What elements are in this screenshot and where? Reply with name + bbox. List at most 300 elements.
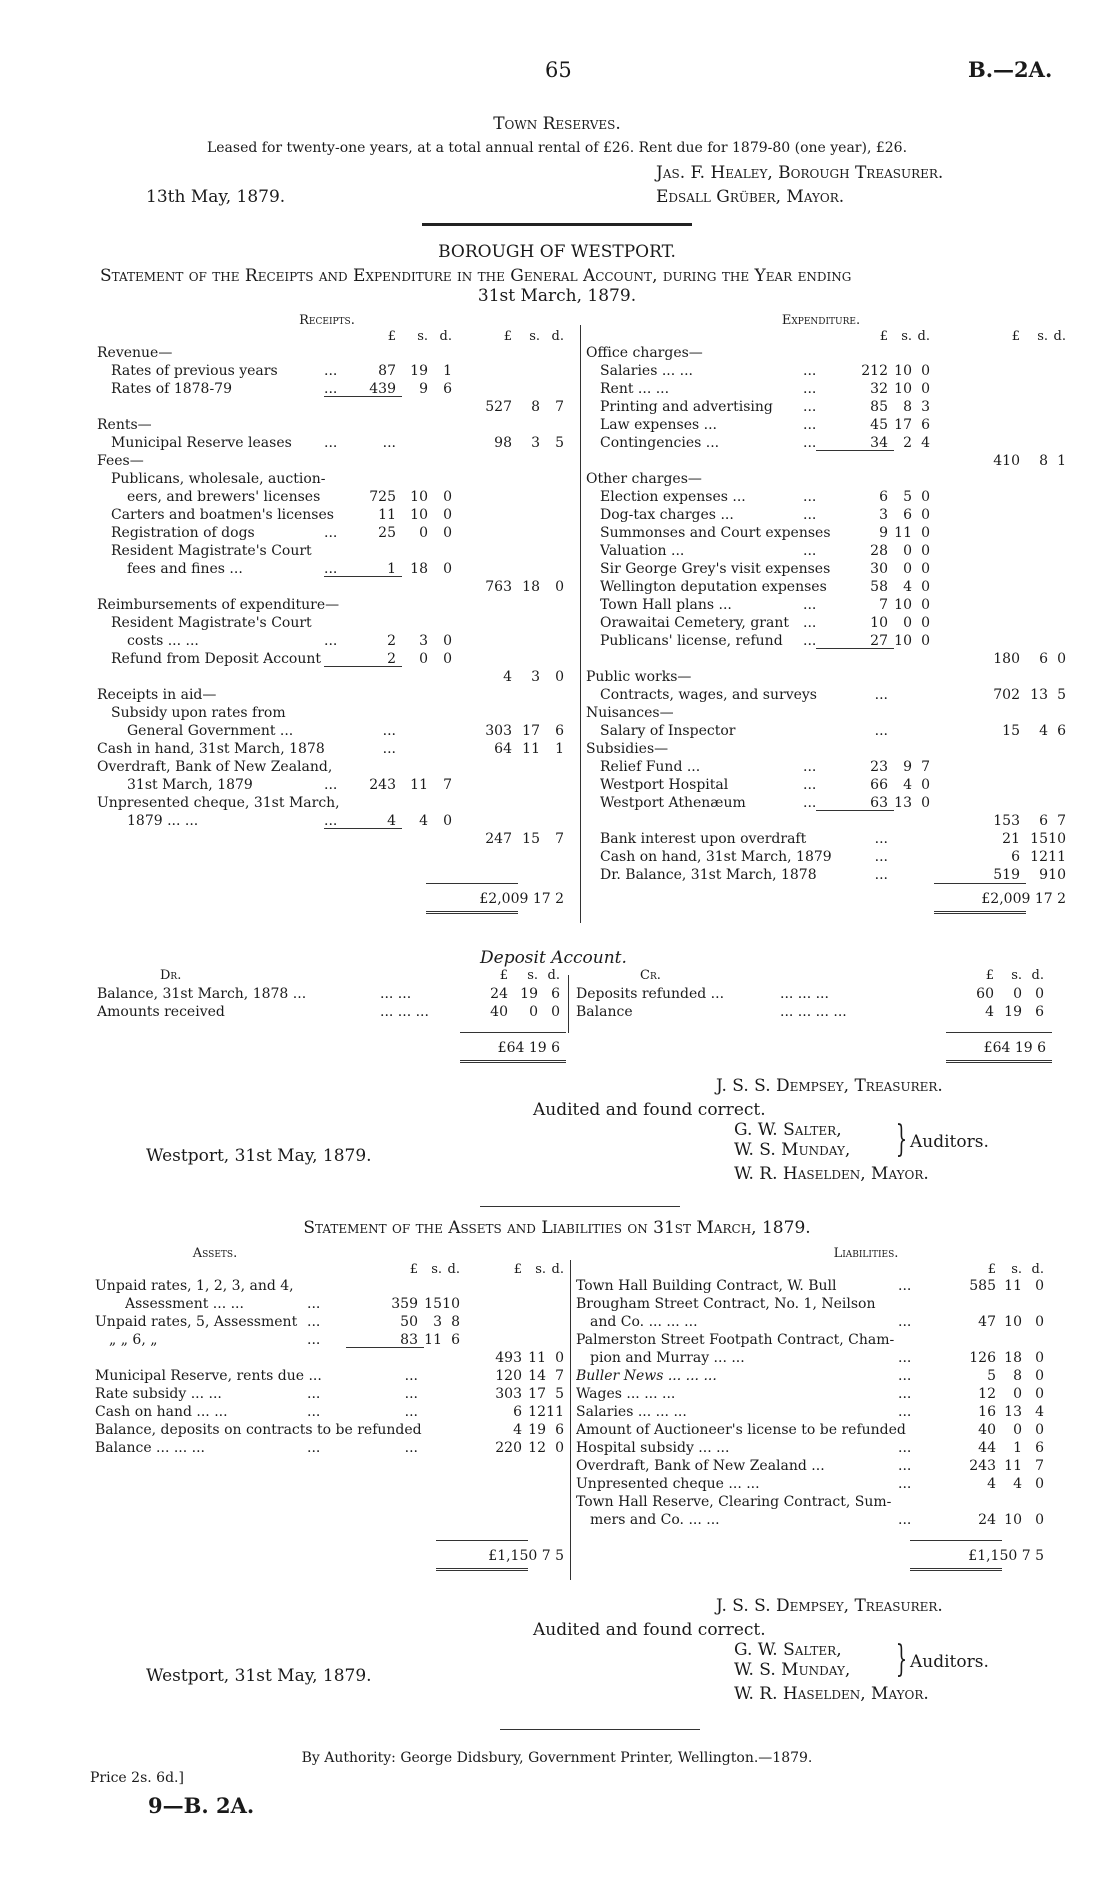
amount-placeholder: ...	[874, 867, 888, 883]
grand-total: £1,150 7 5	[968, 1548, 1044, 1564]
amount-shillings: 19	[528, 1422, 546, 1438]
amount-pence: 7	[921, 759, 930, 775]
amount-shillings: 3	[531, 435, 540, 451]
amount-pounds: 303	[485, 723, 512, 739]
amount-pounds: 12	[978, 1386, 996, 1402]
amount-pence: 7	[555, 1368, 564, 1384]
column-header-s: s.	[1011, 968, 1022, 983]
amount-pence: 0	[555, 669, 564, 685]
row-label: Printing and advertising	[600, 399, 773, 415]
audit-place-date: Westport, 31st May, 1879.	[146, 1666, 372, 1686]
amount-shillings: 12	[528, 1404, 546, 1420]
leader-dots: ...	[307, 1440, 321, 1456]
amount-pence: 0	[443, 489, 452, 505]
row-label: Rates of previous years	[111, 363, 278, 379]
amount-pounds: 439	[369, 381, 396, 397]
mayor-signature: W. R. Haselden, Mayor.	[734, 1164, 929, 1184]
amount-pounds: 153	[993, 813, 1020, 829]
leader-dots: ... ... ...	[780, 986, 829, 1002]
row-label: Unpresented cheque ... ...	[576, 1476, 760, 1492]
amount-pounds: 4	[387, 813, 396, 829]
amount-shillings: 0	[529, 1004, 538, 1020]
page-number: 65	[545, 58, 572, 82]
row-label: and Co. ... ... ...	[590, 1314, 698, 1330]
row-label: Palmerston Street Footpath Contract, Cham-	[576, 1332, 895, 1348]
row-label: Salaries ... ...	[600, 363, 694, 379]
row-label: Town Hall plans ...	[600, 597, 732, 613]
amount-pounds: 23	[870, 759, 888, 775]
column-header-s: s.	[535, 1262, 546, 1277]
amount-shillings: 1	[1013, 1440, 1022, 1456]
leader-dots: ...	[307, 1332, 321, 1348]
amount-shillings: 6	[1039, 651, 1048, 667]
amount-pounds: 359	[391, 1296, 418, 1312]
amount-pence: 1	[555, 741, 564, 757]
amount-pounds: 44	[978, 1440, 996, 1456]
row-label: Contracts, wages, and surveys	[600, 687, 817, 703]
document-reference: B.—2A.	[968, 57, 1053, 82]
amount-pence: 0	[551, 1004, 560, 1020]
auditors-label: Auditors.	[910, 1132, 989, 1152]
subtotal-rule	[816, 810, 894, 811]
leader-dots: ...	[307, 1314, 321, 1330]
row-label: General Government ...	[127, 723, 294, 739]
amount-pounds: 4	[987, 1476, 996, 1492]
amount-pounds: 527	[485, 399, 512, 415]
treasurer-signature: Jas. F. Healey, Borough Treasurer.	[656, 163, 944, 183]
row-label: Dog-tax charges ...	[600, 507, 734, 523]
amount-shillings: 13	[894, 795, 912, 811]
amount-pounds: 702	[993, 687, 1020, 703]
row-label: Wages ... ... ...	[576, 1386, 676, 1402]
amount-pounds: 6	[1011, 849, 1020, 865]
amount-pence: 8	[451, 1314, 460, 1330]
column-header-d: d.	[917, 329, 930, 344]
amount-shillings: 19	[1004, 1004, 1022, 1020]
total-double-rule	[436, 1568, 528, 1571]
amount-pounds: 303	[495, 1386, 522, 1402]
leader-dots: ...	[898, 1476, 912, 1492]
amount-pence: 6	[451, 1332, 460, 1348]
leader-dots: ...	[324, 363, 338, 379]
amount-pence: 0	[1057, 651, 1066, 667]
amount-pounds: 21	[1002, 831, 1020, 847]
amount-pounds: 6	[513, 1404, 522, 1420]
column-header-s: s.	[527, 968, 538, 983]
amount-pence: 0	[1035, 986, 1044, 1002]
column-header-£: £	[409, 1262, 418, 1277]
auditor-2: W. S. Munday,	[734, 1140, 851, 1160]
amount-pounds: 45	[870, 417, 888, 433]
treasurer-signature: J. S. S. Dempsey, Treasurer.	[716, 1076, 943, 1096]
amount-pence: 1	[443, 363, 452, 379]
total-rule	[910, 1540, 1002, 1541]
row-label: pion and Murray ... ...	[590, 1350, 745, 1366]
mayor-signature: W. R. Haselden, Mayor.	[734, 1684, 929, 1704]
amount-pence: 6	[555, 1422, 564, 1438]
amount-shillings: 10	[894, 381, 912, 397]
amount-placeholder: ...	[874, 723, 888, 739]
amount-pence: 7	[443, 777, 452, 793]
amount-pence: 0	[555, 1350, 564, 1366]
grand-total: £1,150 7 5	[488, 1548, 564, 1564]
amount-shillings: 15	[424, 1296, 442, 1312]
amount-shillings: 17	[894, 417, 912, 433]
row-label: Bank interest upon overdraft	[600, 831, 807, 847]
row-label: Subsidies—	[586, 741, 669, 757]
leader-dots: ...	[324, 777, 338, 793]
amount-pounds: 58	[870, 579, 888, 595]
amount-pounds: 2	[387, 633, 396, 649]
amount-pence: 7	[555, 399, 564, 415]
dr-row-label: Amounts received	[97, 1004, 225, 1020]
amount-pounds: 1	[387, 561, 396, 577]
amount-placeholder: ...	[382, 723, 396, 739]
row-label: Municipal Reserve, rents due ...	[95, 1368, 322, 1384]
amount-shillings: 18	[522, 579, 540, 595]
row-label: Overdraft, Bank of New Zealand ...	[576, 1458, 825, 1474]
leader-dots: ...	[307, 1296, 321, 1312]
amount-shillings: 17	[522, 723, 540, 739]
leader-dots: ...	[803, 795, 817, 811]
amount-pence: 4	[921, 435, 930, 451]
row-label: Refund from Deposit Account	[111, 651, 321, 667]
statement-title-line2: 31st March, 1879.	[477, 286, 637, 306]
amount-pence: 6	[1057, 723, 1066, 739]
amount-pence: 0	[1035, 1314, 1044, 1330]
price: Price 2s. 6d.]	[90, 1770, 184, 1786]
leader-dots: ... ...	[380, 986, 412, 1002]
amount-pounds: 83	[400, 1332, 418, 1348]
amount-pence: 0	[1035, 1278, 1044, 1294]
leader-dots: ...	[803, 399, 817, 415]
row-label: Assessment ... ...	[125, 1296, 244, 1312]
subtotal-rule	[346, 1347, 424, 1348]
column-header-£: £	[513, 1262, 522, 1277]
amount-pounds: 85	[870, 399, 888, 415]
leader-dots: ...	[324, 381, 338, 397]
row-label: Hospital subsidy ... ...	[576, 1440, 730, 1456]
row-label: Rent ... ...	[600, 381, 670, 397]
cr-label: Cr.	[640, 968, 661, 983]
row-label: Revenue—	[97, 345, 173, 361]
amount-pence: 0	[443, 633, 452, 649]
row-label: Dr. Balance, 31st March, 1878	[600, 867, 817, 883]
column-header-s: s.	[1037, 329, 1048, 344]
amount-pounds: 27	[870, 633, 888, 649]
amount-pounds: 66	[870, 777, 888, 793]
row-label: Fees—	[97, 453, 144, 469]
amount-pence: 0	[443, 507, 452, 523]
amount-shillings: 11	[1004, 1278, 1022, 1294]
row-label: Wellington deputation expenses	[600, 579, 827, 595]
audited-statement: Audited and found correct.	[533, 1100, 766, 1120]
section-divider	[422, 223, 692, 226]
amount-pence: 0	[921, 615, 930, 631]
amount-pence: 0	[443, 561, 452, 577]
amount-shillings: 10	[1004, 1314, 1022, 1330]
amount-pounds: 60	[976, 986, 994, 1002]
column-header-£: £	[985, 968, 994, 983]
amount-shillings: 5	[903, 489, 912, 505]
row-label: Rate subsidy ... ...	[95, 1386, 222, 1402]
amount-pence: 4	[1035, 1404, 1044, 1420]
row-label: Nuisances—	[586, 705, 674, 721]
amount-pence: 0	[921, 795, 930, 811]
row-label: Receipts in aid—	[97, 687, 217, 703]
leader-dots: ...	[324, 633, 338, 649]
row-label: Town Hall Reserve, Clearing Contract, Sum-	[576, 1494, 892, 1510]
leader-dots: ...	[803, 489, 817, 505]
amount-shillings: 0	[1013, 1422, 1022, 1438]
amount-pounds: 24	[490, 986, 508, 1002]
amount-pence: 6	[443, 381, 452, 397]
amount-shillings: 4	[903, 579, 912, 595]
amount-pounds: 24	[978, 1512, 996, 1528]
amount-shillings: 9	[419, 381, 428, 397]
section-divider	[480, 1206, 680, 1207]
row-label: eers, and brewers' licenses	[127, 489, 321, 505]
dr-total: £64 19 6	[497, 1040, 560, 1056]
leader-dots: ...	[324, 813, 338, 829]
amount-shillings: 0	[419, 525, 428, 541]
amount-pence: 3	[921, 399, 930, 415]
amount-shillings: 0	[903, 543, 912, 559]
leader-dots: ...	[307, 1386, 321, 1402]
amount-pounds: 10	[870, 615, 888, 631]
amount-shillings: 4	[1013, 1476, 1022, 1492]
amount-pence: 5	[1057, 687, 1066, 703]
leader-dots: ...	[898, 1440, 912, 1456]
amount-shillings: 0	[1013, 986, 1022, 1002]
amount-shillings: 3	[433, 1314, 442, 1330]
leader-dots: ...	[898, 1512, 912, 1528]
brace-icon: }	[895, 1119, 908, 1160]
leader-dots: ...	[803, 381, 817, 397]
amount-pence: 0	[921, 633, 930, 649]
amount-pence: 6	[921, 417, 930, 433]
amount-pence: 0	[555, 1440, 564, 1456]
column-header-£: £	[987, 1262, 996, 1277]
leader-dots: ...	[324, 561, 338, 577]
amount-pounds: 6	[879, 489, 888, 505]
row-label: Sir George Grey's visit expenses	[600, 561, 831, 577]
row-label: Valuation ...	[600, 543, 685, 559]
row-label: Westport Athenæum	[600, 795, 746, 811]
amount-shillings: 19	[410, 363, 428, 379]
amount-pounds: 7	[879, 597, 888, 613]
audited-statement: Audited and found correct.	[533, 1620, 766, 1640]
row-label: mers and Co. ... ...	[590, 1512, 720, 1528]
amount-shillings: 2	[903, 435, 912, 451]
amount-pence: 7	[555, 831, 564, 847]
leader-dots: ...	[898, 1458, 912, 1474]
row-label: Publicans, wholesale, auction-	[111, 471, 326, 487]
row-label: Cash in hand, 31st March, 1878	[97, 741, 325, 757]
leader-dots: ...	[898, 1386, 912, 1402]
amount-shillings: 10	[894, 597, 912, 613]
amount-shillings: 10	[894, 363, 912, 379]
dr-label: Dr.	[160, 968, 182, 983]
subtotal-rule	[324, 666, 402, 667]
amount-shillings: 3	[531, 669, 540, 685]
leader-dots: ...	[324, 525, 338, 541]
amount-pounds: 220	[495, 1440, 522, 1456]
amount-pence: 6	[1035, 1004, 1044, 1020]
amount-pence: 0	[1035, 1386, 1044, 1402]
cr-row-label: Balance	[576, 1004, 633, 1020]
leader-dots: ...	[803, 759, 817, 775]
amount-pence: 10	[1048, 867, 1066, 883]
row-label: Registration of dogs	[111, 525, 255, 541]
amount-placeholder: ...	[382, 741, 396, 757]
auditor-1: G. W. Salter,	[734, 1120, 842, 1140]
amount-pounds: 11	[378, 507, 396, 523]
amount-pence: 7	[1057, 813, 1066, 829]
amount-shillings: 11	[528, 1350, 546, 1366]
amount-pounds: 410	[993, 453, 1020, 469]
reserves-date: 13th May, 1879.	[146, 187, 286, 207]
row-label: „ „ 6, „	[109, 1332, 158, 1348]
amount-pounds: 25	[378, 525, 396, 541]
row-label: costs ... ...	[127, 633, 199, 649]
amount-shillings: 15	[1030, 831, 1048, 847]
page-signature-ref: 9—B. 2A.	[148, 1793, 255, 1818]
leader-dots: ...	[898, 1350, 912, 1366]
amount-shillings: 10	[410, 489, 428, 505]
column-header-d: d.	[1031, 968, 1044, 983]
row-label: Salaries ... ... ...	[576, 1404, 687, 1420]
dr-row-label: Balance, 31st March, 1878 ...	[97, 986, 307, 1002]
amount-pounds: 180	[993, 651, 1020, 667]
total-rule	[460, 1032, 566, 1033]
column-header-d: d.	[1031, 1262, 1044, 1277]
amount-pounds: 519	[993, 867, 1020, 883]
amount-pence: 0	[1035, 1368, 1044, 1384]
leader-dots: ... ... ... ...	[780, 1004, 847, 1020]
amount-pounds: 32	[870, 381, 888, 397]
row-label: Publicans' license, refund	[600, 633, 783, 649]
row-label: Subsidy upon rates from	[111, 705, 286, 721]
column-header-£: £	[1011, 329, 1020, 344]
column-header-d: d.	[439, 329, 452, 344]
row-label: 1879 ... ...	[127, 813, 199, 829]
table-title: Assets.	[192, 1246, 238, 1261]
row-label: 31st March, 1879	[127, 777, 253, 793]
column-header-£: £	[503, 329, 512, 344]
amount-pence: 6	[555, 723, 564, 739]
row-label: Other charges—	[586, 471, 702, 487]
amount-pounds: 87	[378, 363, 396, 379]
amount-pence: 0	[921, 561, 930, 577]
amount-pence: 0	[921, 525, 930, 541]
subtotal-rule	[324, 828, 402, 829]
amount-placeholder: ...	[404, 1404, 418, 1420]
amount-pounds: 5	[987, 1368, 996, 1384]
statement-title-line1: Statement of the Receipts and Expenditure in the General Account, during the Year ending	[100, 266, 852, 286]
amount-pence: 0	[921, 507, 930, 523]
amount-shillings: 0	[1013, 1386, 1022, 1402]
amount-pounds: 16	[978, 1404, 996, 1420]
borough-title: BOROUGH OF WESTPORT.	[438, 242, 676, 262]
row-label: Carters and boatmen's licenses	[111, 507, 334, 523]
row-label: Office charges—	[586, 345, 703, 361]
total-rule	[436, 1540, 528, 1541]
printer-authority: By Authority: George Didsbury, Government Printer, Wellington.—1879.	[301, 1750, 813, 1766]
amount-placeholder: ...	[874, 831, 888, 847]
leader-dots: ...	[803, 777, 817, 793]
amount-pounds: 120	[495, 1368, 522, 1384]
amount-shillings: 4	[419, 813, 428, 829]
row-label: Westport Hospital	[600, 777, 729, 793]
amount-pounds: 3	[879, 507, 888, 523]
row-label: Cash on hand, 31st March, 1879	[600, 849, 832, 865]
leader-dots: ...	[803, 543, 817, 559]
amount-shillings: 10	[894, 633, 912, 649]
amount-placeholder: ...	[404, 1368, 418, 1384]
leader-dots: ... ... ...	[380, 1004, 429, 1020]
amount-pounds: 30	[870, 561, 888, 577]
row-label: Balance, deposits on contracts to be refunded	[95, 1422, 422, 1438]
subtotal-rule	[324, 396, 402, 397]
row-label: Brougham Street Contract, No. 1, Neilson	[576, 1296, 876, 1312]
amount-pence: 6	[1035, 1440, 1044, 1456]
leader-dots: ...	[803, 615, 817, 631]
amount-pounds: 50	[400, 1314, 418, 1330]
column-header-d: d.	[551, 329, 564, 344]
amount-shillings: 8	[531, 399, 540, 415]
row-label: Cash on hand ... ...	[95, 1404, 228, 1420]
amount-pounds: 212	[861, 363, 888, 379]
column-header-£: £	[879, 329, 888, 344]
amount-pounds: 9	[879, 525, 888, 541]
amount-pence: 0	[921, 597, 930, 613]
amount-placeholder: ...	[404, 1440, 418, 1456]
amount-shillings: 4	[903, 777, 912, 793]
amount-pounds: 247	[485, 831, 512, 847]
amount-pence: 10	[442, 1296, 460, 1312]
amount-shillings: 18	[410, 561, 428, 577]
amount-shillings: 3	[419, 633, 428, 649]
grand-total: £2,009 17 2	[981, 891, 1066, 907]
amount-pounds: 763	[485, 579, 512, 595]
audit-place-date: Westport, 31st May, 1879.	[146, 1146, 372, 1166]
amount-placeholder: ...	[874, 849, 888, 865]
leader-dots: ...	[898, 1314, 912, 1330]
amount-shillings: 15	[522, 831, 540, 847]
town-reserves-title: Town Reserves.	[493, 114, 621, 134]
row-label: Resident Magistrate's Court	[111, 543, 312, 559]
amount-pence: 0	[1035, 1422, 1044, 1438]
amount-pence: 0	[1035, 1476, 1044, 1492]
amount-shillings: 9	[1039, 867, 1048, 883]
amount-pence: 0	[1035, 1350, 1044, 1366]
row-label: Rents—	[97, 417, 152, 433]
table-title: Expenditure.	[781, 313, 861, 328]
row-label: Buller News ... ... ...	[576, 1368, 717, 1384]
amount-shillings: 17	[528, 1386, 546, 1402]
amount-pounds: 15	[1002, 723, 1020, 739]
amount-shillings: 12	[1030, 849, 1048, 865]
total-rule	[934, 883, 1026, 884]
column-header-s: s.	[431, 1262, 442, 1277]
leader-dots: ...	[898, 1368, 912, 1384]
column-header-d: d.	[447, 1262, 460, 1277]
amount-shillings: 13	[1004, 1404, 1022, 1420]
amount-pence: 6	[551, 986, 560, 1002]
leader-dots: ...	[898, 1278, 912, 1294]
row-label: Salary of Inspector	[600, 723, 736, 739]
